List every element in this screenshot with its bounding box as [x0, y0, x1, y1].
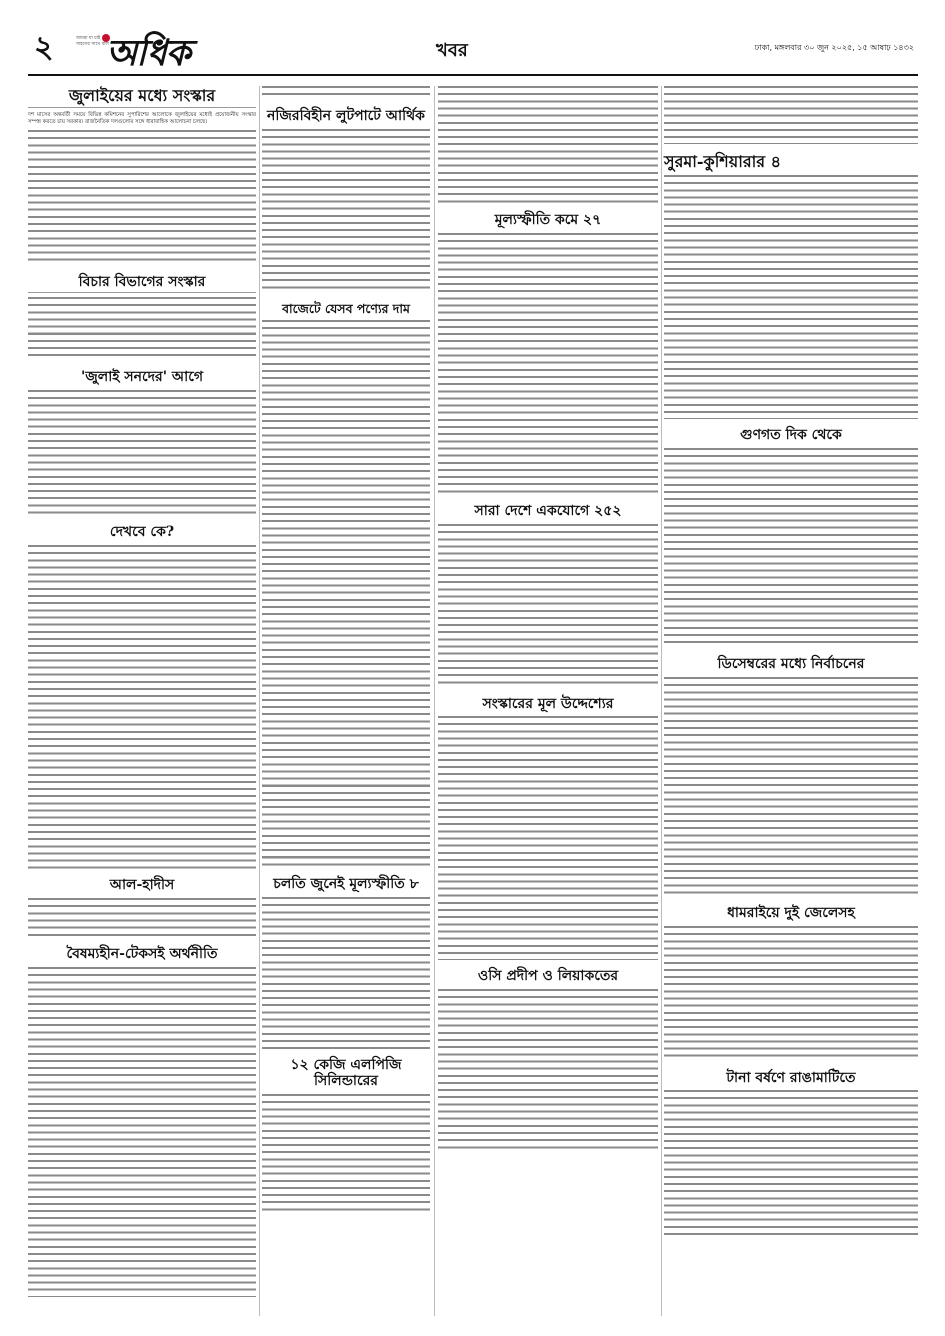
section-title: খবর	[436, 40, 468, 61]
column-2	[262, 86, 430, 1220]
headline: ১২ কেজি এলপিজি সিলিন্ডারের	[290, 1056, 402, 1090]
article-body	[664, 1090, 918, 1240]
headline: বাজেটে যেসব পণ্যের দাম	[282, 300, 410, 316]
headline: বিচার বিভাগের সংস্কার	[28, 274, 256, 294]
article-body	[262, 129, 430, 293]
article-body	[664, 86, 918, 144]
article-body	[438, 524, 658, 688]
headline: দেখবে কে?	[109, 524, 175, 541]
headline: ধামরাইয়ে দুই জেলেসহ	[727, 904, 855, 921]
logo-wordmark: অধিক	[106, 32, 190, 74]
headline: ডিসেম্বরের মধ্যে নির্বাচনের	[717, 655, 865, 672]
headline: বৈষম্যহীন-টেকসই অর্থনীতি	[66, 945, 218, 962]
newspaper-logo	[76, 28, 216, 72]
article-body	[438, 989, 658, 1151]
article-body	[28, 297, 256, 361]
column-divider	[661, 86, 662, 1316]
article-body	[28, 967, 256, 1297]
article-body	[28, 130, 256, 266]
headline: নজিরবিহীন লুটপাটে আর্থিক	[267, 108, 425, 124]
headline: গুণগত দিক থেকে	[740, 427, 842, 444]
article-body	[28, 545, 256, 869]
article-body	[262, 1094, 430, 1212]
article-body	[664, 926, 918, 1062]
article-body	[664, 175, 918, 419]
column-4	[664, 86, 918, 1248]
page-number: ২	[34, 30, 54, 65]
headline: চলতি জুনেই মূল্যস্ফীতি ৮	[273, 875, 419, 892]
headline: ওসি প্রদীপ ও লিয়াকতের	[477, 968, 619, 985]
column-1	[28, 86, 256, 1305]
article-body	[262, 86, 430, 100]
column-divider	[434, 86, 435, 1316]
article-body	[262, 897, 430, 1049]
article-body	[438, 233, 658, 495]
headline: সংস্কারের মূল উদ্দেশ্যের	[482, 695, 614, 712]
headline: টানা বর্ষণে রাঙামাটিতে	[726, 1069, 856, 1086]
article-body	[28, 390, 256, 516]
newspaper-page	[28, 26, 918, 1316]
logo-tagline: আমরা যা চাই সাহসের সাথে বলি	[76, 36, 109, 47]
headline: 'জুলাই সনদের' আগে	[80, 369, 204, 386]
article-lead: দশ মাসের অন্তর্বর্তী সময়ে বিভিন্ন কমিশনের সুপারিশের আলোকে জুলাইয়ের মধ্যেই প্রয়োজনীয় সংস্কার সম্পন্ন করতে চায় সরকার। রাজনৈতিক দলগুলোর সঙ্গে ধারাবাহিক আলোচনা চলছে।	[28, 112, 256, 126]
headline: সুরমা-কুশিয়ারার ৪	[664, 152, 782, 171]
article-body	[664, 448, 918, 648]
column-divider	[259, 86, 260, 1316]
masthead	[28, 26, 918, 76]
article-body	[262, 320, 430, 868]
column-3	[438, 86, 658, 1159]
article-body	[664, 677, 918, 897]
masthead-rule	[28, 74, 918, 76]
headline: জুলাইয়ের মধ্যে সংস্কার	[28, 86, 256, 108]
headline: মূল্যস্ফীতি কমে ২৭	[494, 212, 602, 228]
headline: আল-হাদীস	[109, 876, 175, 893]
article-body	[438, 86, 658, 204]
headline: সারা দেশে একযোগে ২৫২	[474, 502, 622, 519]
article-body	[438, 716, 658, 960]
article-body	[28, 898, 256, 938]
dateline: ঢাকা, মঙ্গলবার ৩০ জুন ২০২৫, ১৫ আষাঢ় ১৪৩২	[754, 43, 914, 52]
